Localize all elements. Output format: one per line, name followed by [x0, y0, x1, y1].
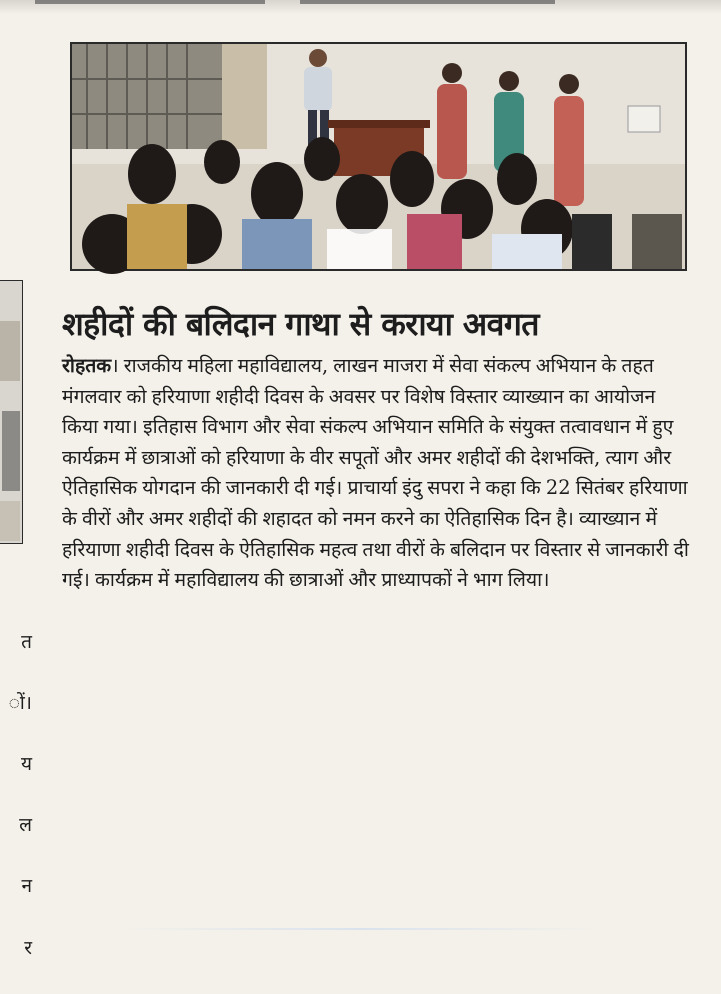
top-page-edge [0, 0, 721, 14]
adjacent-text-fragments [0, 596, 32, 994]
dateline: रोहतक [62, 354, 112, 377]
adjacent-photo-edge [0, 280, 23, 544]
fragment-line: र [24, 936, 32, 959]
fragment-line: ों। [8, 691, 32, 714]
fragment-line: ल [19, 814, 32, 837]
fragment-line: न [21, 875, 32, 898]
fragment-line: य [20, 752, 32, 775]
bottom-rule [120, 928, 600, 930]
news-photo [70, 42, 687, 271]
article-headline: शहीदों की बलिदान गाथा से कराया अवगत [62, 305, 539, 343]
article-body-text: । राजकीय महिला महाविद्यालय, लाखन माजरा में सेवा संकल्प अभियान के तहत मंगलवार को हरियाणा शहीदी दिवस के अवसर पर विशेष विस्तार व्याख्यान का आयोजन किया गया। इतिहास विभाग और सेवा संकल्प अभियान समिति के संयुक्त तत्वावधान में हुए कार्यक्रम में छात्राओं को हरियाणा के वीर सपूतों और अमर शहीदों की देशभक्ति, त्याग और ऐतिहासिक योगदान की जानकारी दी गई। प्राचार्या इंदु सपरा ने कहा कि 22 सितंबर हरियाणा के वीरों और अमर शहीदों की शहादत को नमन करने का ऐतिहासिक दिन है। व्याख्यान में हरियाणा शहीदी दिवस के ऐतिहासिक महत्व तथा वीरों के बलिदान पर विस्तार से जानकारी दी गई। कार्यक्रम में महाविद्यालय की छात्राओं और प्राध्यापकों ने भाग लिया। [62, 354, 689, 592]
classroom-scene-illustration [72, 44, 685, 269]
fragment-line: त [21, 630, 32, 653]
previous-text-remnant [35, 0, 265, 4]
adjacent-column-fragment [0, 270, 32, 959]
article-body [62, 351, 690, 596]
previous-text-remnant [300, 0, 555, 4]
